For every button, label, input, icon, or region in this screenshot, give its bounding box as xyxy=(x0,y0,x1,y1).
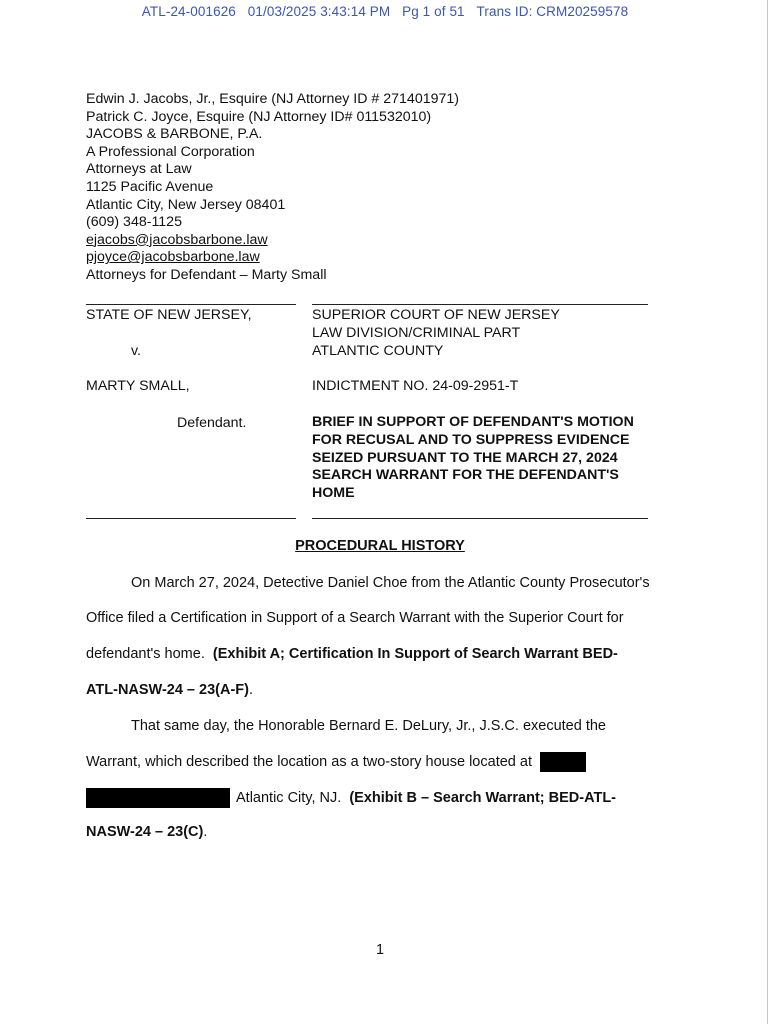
attorney-line: 1125 Pacific Avenue xyxy=(86,178,214,195)
body-text: defendant's home. xyxy=(86,646,205,662)
document-title xyxy=(312,414,662,503)
court-name: SUPERIOR COURT OF NEW JERSEY xyxy=(312,307,560,323)
attorney-line: Patrick C. Joyce, Esquire (NJ Attorney ID# 011532010) xyxy=(86,108,432,125)
email-link-joyce[interactable]: pjoyce@jacobsbarbone.law xyxy=(86,249,260,266)
redaction-block xyxy=(86,788,230,808)
court-division: LAW DIVISION/CRIMINAL PART xyxy=(312,325,521,341)
body-line xyxy=(86,682,253,698)
title-line: BRIEF IN SUPPORT OF DEFENDANT'S MOTION xyxy=(312,414,634,430)
caption-rule-left-bottom xyxy=(86,518,296,519)
body-line: Office filed a Certification in Support of a Search Warrant with the Superior Court for xyxy=(86,610,624,626)
attorney-line: Atlantic City, New Jersey 08401 xyxy=(86,196,286,213)
body-line: On March 27, 2024, Detective Daniel Choe from the Atlantic County Prosecutor's xyxy=(131,575,650,591)
exhibit-citation: NASW-24 – 23(C) xyxy=(86,824,204,840)
caption-defendant-name: MARTY SMALL, xyxy=(86,378,190,394)
caption-versus: v. xyxy=(131,343,141,359)
attorney-representation: Attorneys for Defendant – Marty Small xyxy=(86,266,327,283)
body-text: Atlantic City, NJ. xyxy=(236,789,342,806)
caption-plaintiff: STATE OF NEW JERSEY, xyxy=(86,307,252,323)
body-text: Warrant, which described the location as a two-story house located at xyxy=(86,753,532,770)
page-edge-line xyxy=(767,0,768,1024)
stamp-doc-id: ATL-24-001626 xyxy=(141,4,236,19)
section-heading: PROCEDURAL HISTORY xyxy=(295,538,465,554)
attorney-line: Attorneys at Law xyxy=(86,161,192,178)
body-line xyxy=(86,824,207,840)
stamp-page: Pg 1 of 51 xyxy=(402,4,465,19)
court-county: ATLANTIC COUNTY xyxy=(312,343,444,359)
title-line: FOR RECUSAL AND TO SUPPRESS EVIDENCE xyxy=(312,431,630,448)
caption-rule-right-top xyxy=(312,304,648,305)
exhibit-citation: (Exhibit A; Certification In Support of Search Warrant BED- xyxy=(212,646,618,662)
caption-rule-left-top xyxy=(86,304,296,305)
attorney-line: (609) 348-1125 xyxy=(86,214,182,231)
indictment-number: INDICTMENT NO. 24-09-2951-T xyxy=(312,378,519,394)
page-number: 1 xyxy=(375,942,385,958)
attorney-line: JACOBS & BARBONE, P.A. xyxy=(86,126,263,143)
email-link-jacobs[interactable]: ejacobs@jacobsbarbone.law xyxy=(86,231,268,248)
attorney-block xyxy=(86,91,459,285)
title-line: SEARCH WARRANT FOR THE DEFENDANT'S xyxy=(312,467,619,484)
body-text: . xyxy=(248,682,254,698)
body-line: That same day, the Honorable Bernard E. DeLury, Jr., J.S.C. executed the xyxy=(131,718,606,734)
stamp-datetime: 01/03/2025 3:43:14 PM xyxy=(247,4,391,19)
body-line xyxy=(86,646,618,662)
exhibit-citation: ATL-NASW-24 – 23(A-F) xyxy=(86,682,249,698)
body-line xyxy=(86,752,586,772)
attorney-line: A Professional Corporation xyxy=(86,143,255,160)
attorney-line: Edwin J. Jacobs, Jr., Esquire (NJ Attorney ID # 271401971) xyxy=(86,91,460,107)
stamp-trans-id: Trans ID: CRM20259578 xyxy=(476,4,629,19)
caption-rule-right-bottom xyxy=(312,518,648,519)
redaction-block xyxy=(540,752,586,772)
filing-stamp xyxy=(0,4,770,19)
exhibit-citation: (Exhibit B – Search Warrant; BED-ATL- xyxy=(349,789,617,806)
title-line: HOME xyxy=(312,485,355,502)
body-line xyxy=(86,788,616,808)
title-line: SEIZED PURSUANT TO THE MARCH 27, 2024 xyxy=(312,449,618,466)
body-text: . xyxy=(203,824,208,840)
caption-defendant-label: Defendant. xyxy=(177,415,247,431)
